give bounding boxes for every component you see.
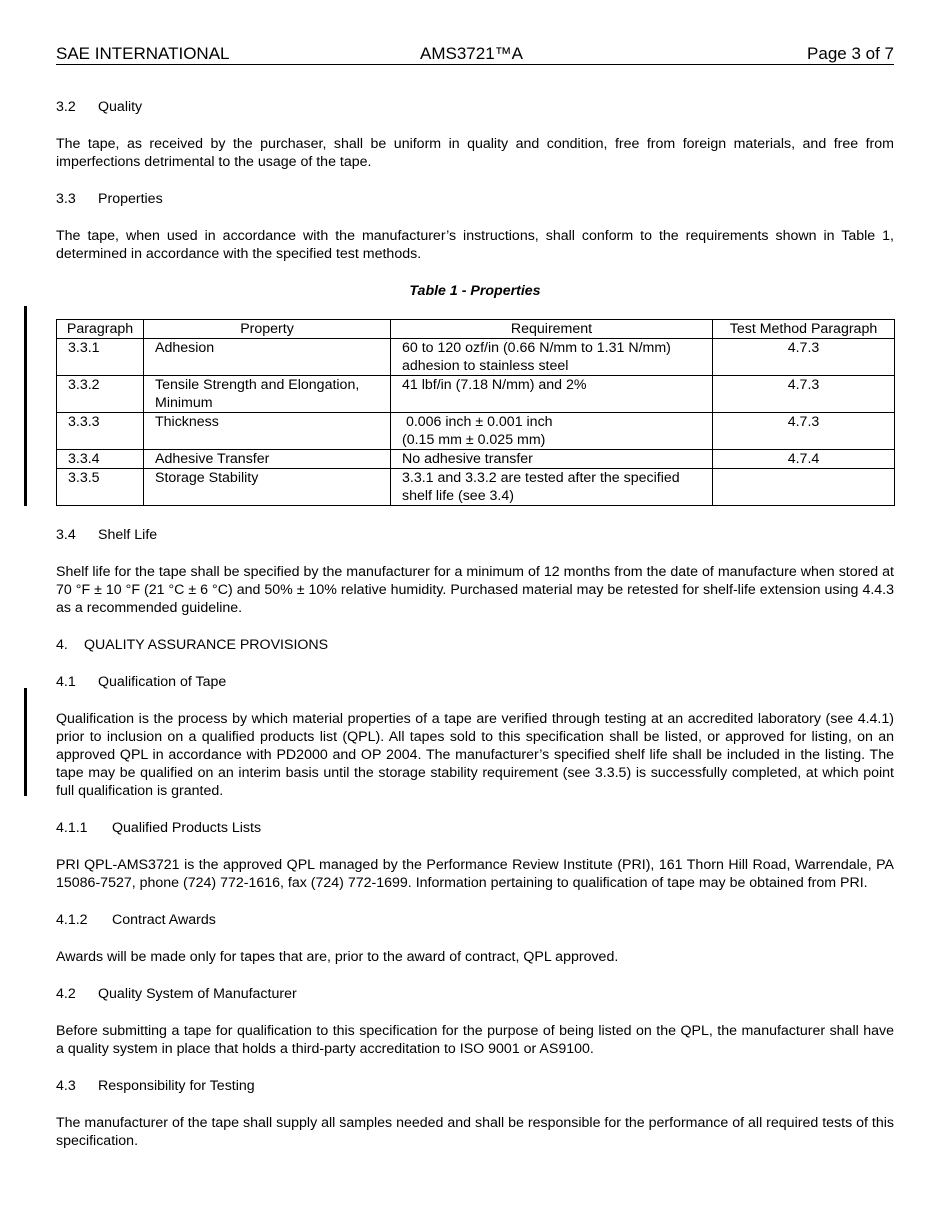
table-row [57,450,895,469]
table-row [57,469,895,506]
document-body [56,98,894,1169]
section-body-4-1-2: Awards will be made only for tapes that are, prior to the award of contract, QPL approved. [56,949,619,965]
section-heading-4-1: 4.1 Qualification of Tape [56,674,227,690]
header-page-number: Page 3 of 7 [807,44,894,63]
table-row [57,413,895,450]
table-cell-paragraph: 3.3.1 [57,339,144,376]
table-header-cell: Paragraph [57,320,144,339]
table-header-row [57,320,895,339]
table-cell-paragraph: 3.3.3 [57,413,144,450]
section-body-4-1-1: PRI QPL-AMS3721 is the approved QPL managed by the Performance Review Institute (PRI), 161 Thorn Hill Road, Warrendale, PA 15086-7527, phone (724) 772-1616, fax (724) 772-1699. Information pertaining to qualification of tape may be obtained from PRI. [56,857,894,891]
section-body-3-4: Shelf life for the tape shall be specified by the manufacturer for a minimum of 12 months from the date of manufacture when stored at 70 °F ± 10 °F (21 °C ± 6 °C) and 50% ± 10% relative humidity. Purchased material may be retested for shelf-life extension using 4.4.3 as a recommended guideline. [56,564,894,616]
section-heading-3-3: 3.3 Properties [56,191,163,207]
section-heading-4-3: 4.3 Responsibility for Testing [56,1078,255,1094]
section-heading-3-2: 3.2 Quality [56,99,143,115]
section-heading-4-2: 4.2 Quality System of Manufacturer [56,986,297,1002]
table-header-cell: Test Method Paragraph [713,320,895,339]
table-cell-property: Storage Stability [144,469,391,506]
table-cell-test-method [713,469,895,506]
table-header-cell: Property [144,320,391,339]
section-body-4-1: Qualification is the process by which material properties of a tape are verified through testing at an accredited laboratory (see 4.4.1) prior to inclusion on a qualified products list (QPL). All tapes sold to this specification shall be listed, or approved for listing, on an approved QPL in accordance with PD2000 and OP 2004. The manufacturer’s specified shelf life shall be included in the listing. The tape may be qualified on an interim basis until the storage stability requirement (see 3.3.5) is successfully completed, at which point full qualification is granted. [56,711,894,799]
section-body-3-2: The tape, as received by the purchaser, shall be uniform in quality and condition, free from foreign materials, and free from imperfections detrimental to the usage of the tape. [56,136,894,170]
table-row [57,339,895,376]
section-heading-4: 4. QUALITY ASSURANCE PROVISIONS [56,637,329,653]
section-heading-4-1-1: 4.1.1 Qualified Products Lists [56,820,262,836]
table-cell-paragraph: 3.3.5 [57,469,144,506]
table-cell-test-method: 4.7.4 [713,450,895,469]
table-header-cell: Requirement [391,320,713,339]
section-heading-3-4: 3.4 Shelf Life [56,527,158,543]
table-cell-requirement: 3.3.1 and 3.3.2 are tested after the specified shelf life (see 3.4) [391,469,713,506]
change-bar-qualification [24,688,27,796]
table-cell-test-method: 4.7.3 [713,413,895,450]
section-heading-4-1-2: 4.1.2 Contract Awards [56,912,216,928]
table-cell-requirement: 60 to 120 ozf/in (0.66 N/mm to 1.31 N/mm) adhesion to stainless steel [391,339,713,376]
page-header [56,44,894,65]
table-cell-test-method: 4.7.3 [713,376,895,413]
section-body-3-3: The tape, when used in accordance with the manufacturer’s instructions, shall conform to the requirements shown in Table 1, determined in accordance with the specified test methods. [56,228,894,262]
table-cell-property: Thickness [144,413,391,450]
table-cell-test-method: 4.7.3 [713,339,895,376]
table-cell-property: Tensile Strength and Elongation, Minimum [144,376,391,413]
section-body-4-2: Before submitting a tape for qualification to this specification for the purpose of being listed on the QPL, the manufacturer shall have a quality system in place that holds a third-party accreditation to ISO 9001 or AS9100. [56,1023,894,1057]
header-org: SAE INTERNATIONAL [56,44,230,63]
header-doc-id: AMS3721™A [420,44,523,63]
table-row [57,376,895,413]
table-cell-paragraph: 3.3.2 [57,376,144,413]
table-cell-property: Adhesion [144,339,391,376]
table-cell-requirement: 41 lbf/in (7.18 N/mm) and 2% [391,376,713,413]
table-cell-property: Adhesive Transfer [144,450,391,469]
section-body-4-3: The manufacturer of the tape shall supply all samples needed and shall be responsible for the performance of all required tests of this specification. [56,1115,894,1149]
table-caption: Table 1 - Properties [409,283,541,299]
change-bar-table [24,306,27,506]
table-cell-paragraph: 3.3.4 [57,450,144,469]
table-cell-requirement: 0.006 inch ± 0.001 inch (0.15 mm ± 0.025 mm) [391,413,713,450]
table-cell-requirement: No adhesive transfer [391,450,713,469]
properties-table [56,319,895,506]
